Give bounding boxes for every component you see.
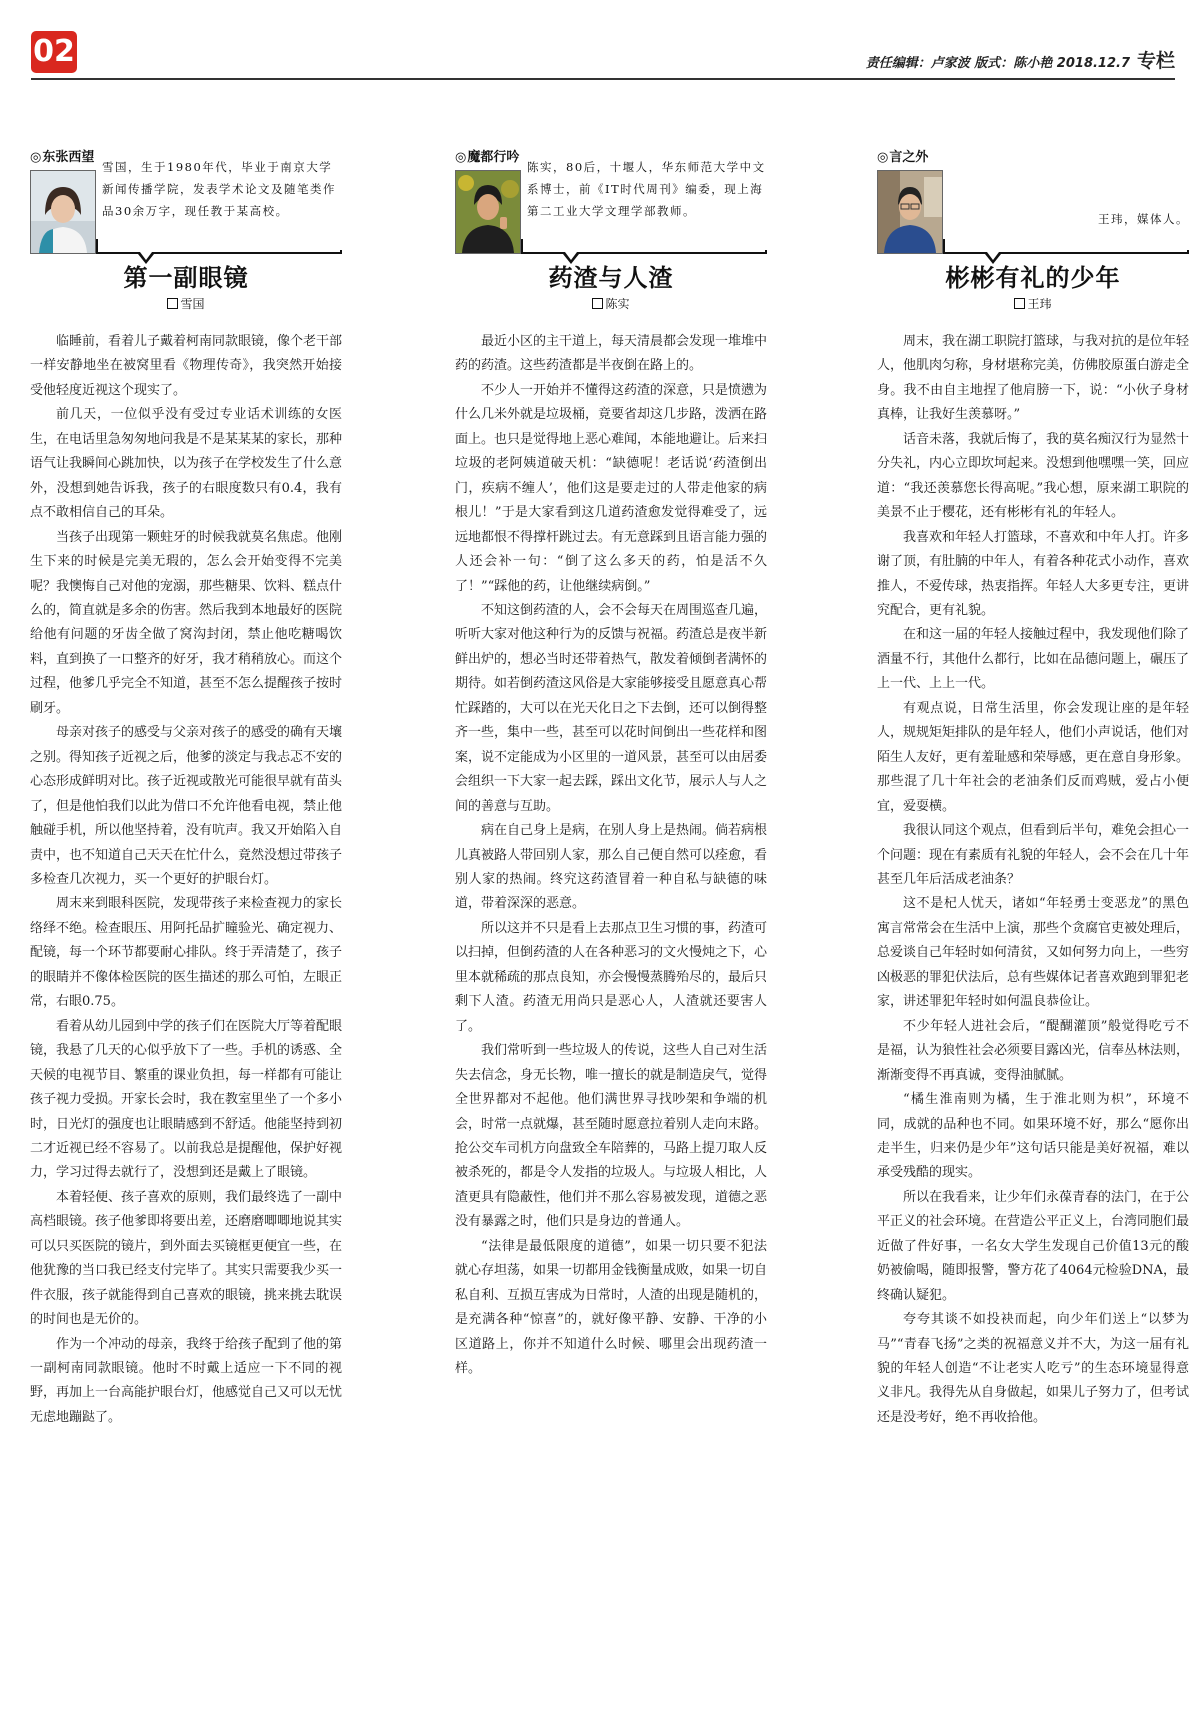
author-bio: 王玮，媒体人。 — [1098, 212, 1189, 226]
paragraph: 周末来到眼科医院，发现带孩子来检查视力的家长络绎不绝。检查眼压、用阿托品扩瞳验光、确定视力、配镜，每一个环节都要耐心排队。终于弄清楚了，孩子的眼睛并不像体检医院的医生描述的那么可怕，左眼正常，右眼0.75。 — [30, 896, 343, 1010]
paragraph: 所以在我看来，让少年们永葆青春的法门，在于公平正义的社会环境。在营造公平正义上，台湾同胞们最近做了件好事，一名女大学生发现自己价值13元的酸奶被偷喝，随即报警，警方花了4064元检验DNA，最终确认疑犯。 — [877, 1189, 1190, 1303]
column-label: ◎言之外 — [877, 150, 929, 165]
square-mark-icon — [167, 298, 178, 309]
paragraph: 最近小区的主干道上，每天清晨都会发现一堆堆中药的药渣。这些药渣都是半夜倒在路上的。 — [455, 334, 768, 374]
paragraph: “橘生淮南则为橘，生于淮北则为枳”，环境不同，成就的品种也不同。如果环境不好，那么“愿你出走半生，归来仍是少年”这句话只能是美好祝福，难以承受残酷的现实。 — [877, 1092, 1189, 1181]
paragraph: 我们常听到一些垃圾人的传说，这些人自己对生活失去信念，身无长物，唯一擅长的就是制造戾气，觉得全世界都对不起他。他们满世界寻找吵架和争端的机会，时常一点就爆，甚至随时愿意拉着别人走向末路。抢公交车司机方向盘致全车陪葬的，马路上提刀取人反被杀死的，都是令人发指的垃圾人。与垃圾人相比，人渣更具有隐蔽性，他们并不那么容易被发现，道德之恶没有暴露之时，他们只是身边的普通人。 — [455, 1043, 768, 1230]
bio-bubble-border — [96, 252, 342, 254]
author-photo — [30, 170, 96, 254]
paragraph: 话音未落，我就后悔了，我的莫名痴汉行为显然十分失礼，内心立即坎坷起来。没想到他嘿嘿一笑，回应道：“我还羡慕您长得高呢。”我心想，原来湖工职院的美景不止于樱花，还有彬彬有礼的年轻人。 — [877, 431, 1190, 521]
paragraph: 不少年轻人进社会后，“醍醐灌顶”般觉得吃亏不是福，认为狼性社会必须要目露凶光，信奉丛林法则，渐渐变得不再真诚，变得油腻腻。 — [877, 1018, 1190, 1083]
column-moduxingyin — [455, 146, 767, 1686]
paragraph: 看着从幼儿园到中学的孩子们在医院大厅等着配眼镜，我悬了几天的心似乎放下了一些。手机的诱惑、全天候的电视节目、繁重的课业负担，每一样都有可能让孩子视力受损。开家长会时，我在教室里坐了一个多小时，日光灯的强度也让眼睛感到不舒适。他能坚持到初二才近视已经不容易了。以前我总是提醒他，保护好视力，学习过得去就行了，没想到还是戴上了眼镜。 — [30, 1018, 343, 1181]
square-mark-icon — [592, 298, 603, 309]
column-dongzhangxiwang — [30, 146, 342, 1686]
author-photo — [877, 170, 943, 254]
column-label: ◎东张西望 — [30, 150, 95, 165]
bio-bubble-border — [521, 252, 767, 254]
paragraph: 作为一个冲动的母亲，我终于给孩子配到了他的第一副柯南同款眼镜。他时不时戴上适应一下不同的视野，再加上一台高能护眼台灯，他感觉自己又可以无忧无虑地蹦跶了。 — [30, 1336, 343, 1425]
section-name: 专栏 — [1136, 50, 1175, 72]
bio-bubble-border — [943, 252, 1189, 254]
paragraph: 不少人一开始并不懂得这药渣的深意，只是愤懑为什么几米外就是垃圾桶，竟要省却这几步路，泼洒在路面上。也只是觉得地上恶心难闻，本能地避让。后来扫垃圾的老阿姨道破天机：“缺德呢！老话说‘药渣倒出门，疾病不缠人’，他们这是要走过的人带走他家的病根儿！”于是大家看到这几道药渣愈发觉得难受了，远远地都恨不得撑杆跳过去。有无意踩到且语言能力强的人还会补一句：“倒了这么多天的药，怕是活不久了！”“踩他的药，让他继续病倒。” — [455, 382, 768, 594]
circle-mark-icon: ◎ — [30, 150, 42, 165]
paragraph: 本着轻便、孩子喜欢的原则，我们最终选了一副中高档眼镜。孩子他爹即将要出差，还磨磨唧唧地说其实可以只买医院的镜片，到外面去买镜框更便宜一些，在他犹豫的当口我已经支付完毕了。其实只需要我少买一件衣服，孩子就能得到自己喜欢的眼镜，挑来挑去耽误的时间也是无价的。 — [30, 1189, 343, 1328]
paragraph: 有观点说，日常生活里，你会发现让座的是年轻人，规规矩矩排队的是年轻人，他们小声说话，他们对陌生人友好，更有羞耻感和荣辱感，更在意自身形象。那些混了几十年社会的老油条们反而鸡贼，爱占小便宜，爱耍横。 — [877, 700, 1190, 814]
paragraph: 所以这并不只是看上去那点卫生习惯的事，药渣可以扫掉，但倒药渣的人在各种恶习的文火慢炖之下，心里本就稀疏的那点良知，亦会慢慢蒸腾殆尽的，最后只剩下人渣。药渣无用尚只是恶心人，人渣就还要害人了。 — [455, 920, 768, 1034]
paragraph: 病在自己身上是病，在别人身上是热闹。倘若病根儿真被路人带回别人家，那么自己便自然可以痊愈，看别人家的热闹。终究这药渣冒着一种自私与缺德的味道，带着深深的恶意。 — [455, 823, 768, 912]
column-yanzhiwai — [877, 146, 1189, 1686]
article-body — [455, 330, 767, 1381]
article-byline: 陈实 — [455, 295, 767, 312]
article-body — [877, 330, 1189, 1430]
paragraph: 母亲对孩子的感受与父亲对孩子的感受的确有天壤之别。得知孩子近视之后，他爹的淡定与我忐忑不安的心态形成鲜明对比。孩子近视或散光可能很早就有苗头了，但是他怕我们以此为借口不允许他看电视，禁止他触碰手机，所以他坚持着，没有吭声。我又开始陷入自责中，也不知道自己天天在忙什么，竟然没想过带孩子多检查几次视力，买一个更好的护眼台灯。 — [30, 725, 343, 887]
paragraph: 夸夸其谈不如投袂而起，向少年们送上“以梦为马”“青春飞扬”之类的祝福意义并不大，为这一届有礼貌的年轻人创造“不让老实人吃亏”的生态环境显得意义非凡。我得先从自身做起，如果儿子努力了，但考试还是没考好，绝不再收拾他。 — [877, 1312, 1190, 1425]
article-byline: 王玮 — [877, 295, 1189, 312]
paragraph: 在和这一届的年轻人接触过程中，我发现他们除了酒量不行，其他什么都行，比如在品德问题上，碾压了上一代、上上一代。 — [877, 627, 1190, 692]
paragraph: “法律是最低限度的道德”，如果一切只要不犯法就心存坦荡，如果一切都用金钱衡量成败，如果一切自私自利、互损互害成为日常时，人渣的出现是随机的，是充满各种“惊喜”的，就好像平静、安静、干净的小区道路上，你并不知道什么时候、哪里会出现药渣一样。 — [455, 1238, 768, 1377]
square-mark-icon — [1014, 298, 1025, 309]
author-bio: 陈实，80后，十堰人，华东师范大学中文系博士，前《IT时代周刊》编委，现上海第二工业大学文理学部教师。 — [527, 160, 766, 218]
paragraph: 前几天，一位似乎没有受过专业话术训练的女医生，在电话里急匆匆地问我是不是某某某的家长，那种语气让我瞬间心跳加快，以为孩子在学校发生了什么意外，没想到她告诉我，孩子的右眼度数只有0.4，我有点不敢相信自己的耳朵。 — [30, 407, 343, 521]
article-title: 第一副眼镜 — [123, 264, 249, 292]
paragraph: 我喜欢和年轻人打篮球，不喜欢和中年人打。许多谢了顶，有肚腩的中年人，有着各种花式小动作，喜欢推人，不爱传球，热衷指挥。年轻人大多更专注，更讲究配合，更有礼貌。 — [877, 529, 1190, 618]
editor-info: 责任编辑：卢家波 版式：陈小艳 2018.12.7 — [865, 56, 1130, 71]
circle-mark-icon: ◎ — [455, 150, 467, 165]
article-title: 彬彬有礼的少年 — [945, 264, 1121, 292]
header-rule — [31, 78, 1175, 80]
paragraph: 当孩子出现第一颗蛀牙的时候我就莫名焦虑。他刚生下来的时候是完美无瑕的，怎么会开始变得不完美呢？我懊悔自己对他的宠溺，那些糖果、饮料、糕点什么的，简直就是多余的伤害。然后我到本地最好的医院给他有问题的牙齿全做了窝沟封闭，禁止他吃糖喝饮料，直到换了一口整齐的好牙，我才稍稍放心。而这个过程，他爹几乎完全不知道，甚至不怎么提醒孩子按时刷牙。 — [30, 529, 343, 716]
paragraph: 我很认同这个观点，但看到后半句，难免会担心一个问题：现在有素质有礼貌的年轻人，会不会在几十年甚至几年后活成老油条？ — [877, 823, 1190, 887]
paragraph: 周末，我在湖工职院打篮球，与我对抗的是位年轻人，他肌肉匀称，身材堪称完美，仿佛胶原蛋白游走全身。我不由自主地捏了他肩膀一下，说：“小伙子身材真棒，让我好生羡慕呀。” — [877, 334, 1190, 423]
author-bio: 雪国，生于1980年代，毕业于南京大学新闻传播学院，发表学术论文及随笔类作品30余万字，现任教于某高校。 — [102, 160, 336, 218]
article-byline: 雪国 — [30, 295, 342, 312]
paragraph: 这不是杞人忧天，诸如“年轻勇士变恶龙”的黑色寓言常常会在生活中上演，那些个贪腐官吏被处理后，总爱谈自己年轻时如何清贫，又如何努力向上，一些穷凶极恶的罪犯伏法后，总有些媒体记者喜欢跑到罪犯老家，讲述罪犯年轻时如何温良恭俭让。 — [877, 896, 1190, 1010]
author-photo — [455, 170, 521, 254]
article-body — [30, 330, 342, 1430]
column-label: ◎魔都行吟 — [455, 150, 520, 165]
paragraph: 不知这倒药渣的人，会不会每天在周围巡查几遍，听听大家对他这种行为的反馈与祝福。药渣总是夜半新鲜出炉的，想必当时还带着热气，散发着倾倒者满怀的期待。如若倒药渣这风俗是大家能够接受且愿意真心帮忙踩踏的，大可以在光天化日之下去倒，还可以倒得整齐一些，集中一些，甚至可以花时间倒出一些花样和图案，说不定能成为小区里的一道风景，甚至可以由居委会组织一下大家一起去踩，踩出文化节，展示人与人之间的善意与互助。 — [455, 602, 768, 814]
article-title: 药渣与人渣 — [548, 264, 674, 292]
paragraph: 临睡前，看着儿子戴着柯南同款眼镜，像个老干部一样安静地坐在被窝里看《物理传奇》，我突然开始接受他轻度近视这个现实了。 — [30, 334, 343, 398]
page-number: 02 — [31, 31, 77, 73]
circle-mark-icon: ◎ — [877, 150, 889, 165]
